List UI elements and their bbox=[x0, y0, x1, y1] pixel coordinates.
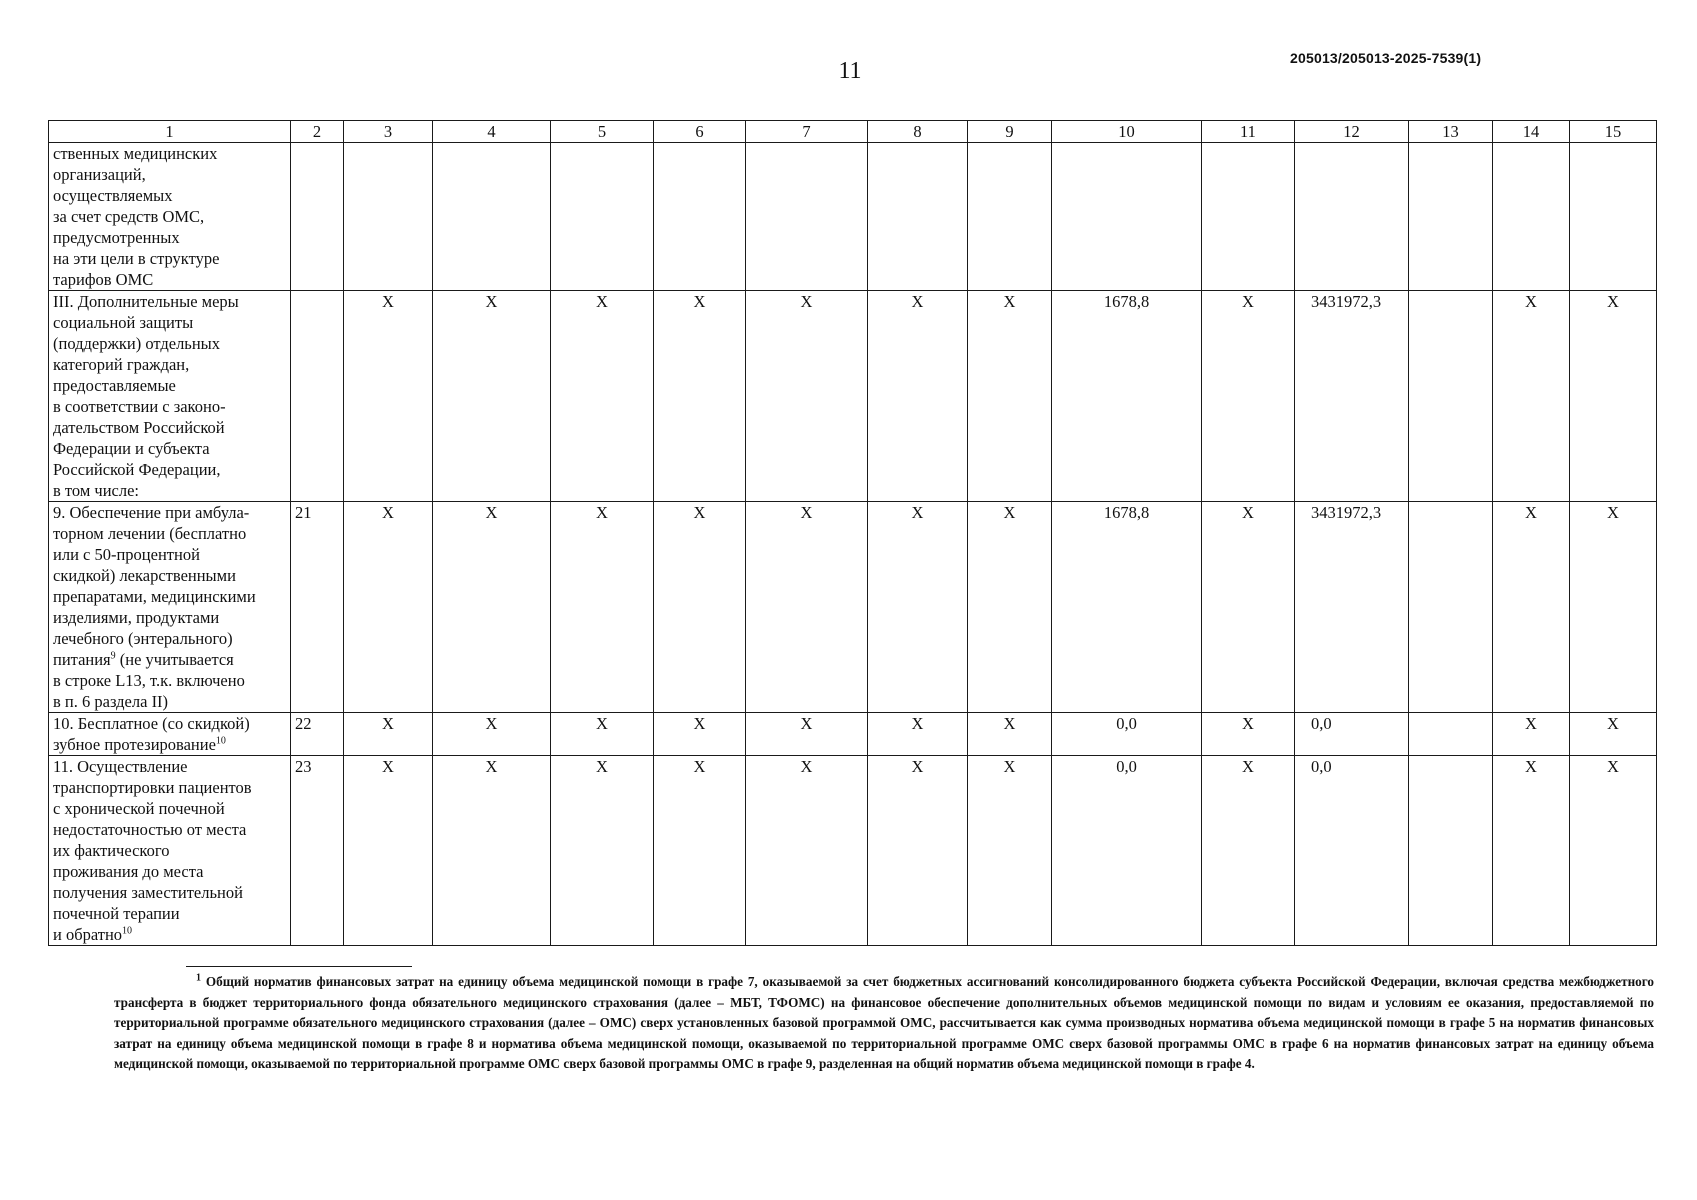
cell-col-13 bbox=[1409, 291, 1493, 502]
cell-col-3: X bbox=[344, 713, 433, 756]
cell-col-15: X bbox=[1570, 291, 1657, 502]
label-line: (поддержки) отдельных bbox=[53, 334, 220, 353]
cell-col-15: X bbox=[1570, 713, 1657, 756]
col-header-5: 5 bbox=[551, 121, 654, 143]
footnote bbox=[114, 972, 1654, 1075]
cell-col-4: X bbox=[433, 713, 551, 756]
label-line: скидкой) лекарственными bbox=[53, 566, 236, 585]
cell-col-9: X bbox=[968, 713, 1052, 756]
label-line: в п. 6 раздела II) bbox=[53, 692, 169, 711]
label-line bbox=[53, 649, 286, 670]
cell-col-10: 0,0 bbox=[1052, 756, 1202, 946]
col-header-8: 8 bbox=[868, 121, 968, 143]
label-line: социальной защиты bbox=[53, 313, 194, 332]
financing-table bbox=[48, 120, 1657, 946]
cell-col-12: 3431972,3 bbox=[1295, 502, 1409, 713]
col-header-6: 6 bbox=[654, 121, 746, 143]
cell-col-9: X bbox=[968, 756, 1052, 946]
cell-col-5: X bbox=[551, 756, 654, 946]
cell-col-11: X bbox=[1202, 713, 1295, 756]
cell-col-15 bbox=[1570, 143, 1657, 291]
label-text: (не учитывается bbox=[115, 650, 234, 669]
cell-col-5 bbox=[551, 143, 654, 291]
label-line: их фактического bbox=[53, 841, 170, 860]
col-header-7: 7 bbox=[746, 121, 868, 143]
label-line: предусмотренных bbox=[53, 228, 180, 247]
col-header-13: 13 bbox=[1409, 121, 1493, 143]
cell-col-14: X bbox=[1493, 713, 1570, 756]
cell-col-9 bbox=[968, 143, 1052, 291]
label-line: категорий граждан, bbox=[53, 355, 190, 374]
cell-col-7: X bbox=[746, 713, 868, 756]
row-label bbox=[49, 502, 291, 713]
cell-col-15: X bbox=[1570, 502, 1657, 713]
label-line: в строке L13, т.к. включено bbox=[53, 671, 245, 690]
label-line: проживания до места bbox=[53, 862, 204, 881]
label-line: дательством Российской bbox=[53, 418, 225, 437]
label-line: тарифов ОМС bbox=[53, 270, 154, 289]
table-row bbox=[49, 713, 1657, 756]
col-header-12: 12 bbox=[1295, 121, 1409, 143]
cell-col-2: 22 bbox=[291, 713, 344, 756]
cell-col-3 bbox=[344, 143, 433, 291]
row-label bbox=[49, 756, 291, 946]
label-line: Федерации и субъекта bbox=[53, 439, 210, 458]
cell-col-10 bbox=[1052, 143, 1202, 291]
label-line: III. Дополнительные меры bbox=[53, 292, 239, 311]
cell-col-8: X bbox=[868, 502, 968, 713]
cell-col-6: X bbox=[654, 502, 746, 713]
label-line: торном лечении (бесплатно bbox=[53, 524, 247, 543]
cell-col-5: X bbox=[551, 502, 654, 713]
cell-col-2: 21 bbox=[291, 502, 344, 713]
label-line bbox=[53, 924, 286, 945]
cell-col-4: X bbox=[433, 756, 551, 946]
cell-col-11: X bbox=[1202, 502, 1295, 713]
table-row bbox=[49, 502, 1657, 713]
footnote-ref: 10 bbox=[215, 735, 226, 747]
cell-col-3: X bbox=[344, 502, 433, 713]
label-line: получения заместительной bbox=[53, 883, 243, 902]
label-line: за счет средств ОМС, bbox=[53, 207, 205, 226]
document-id: 205013/205013-2025-7539(1) bbox=[1290, 50, 1482, 66]
cell-col-7: X bbox=[746, 291, 868, 502]
col-header-4: 4 bbox=[433, 121, 551, 143]
label-line: в соответствии с законо- bbox=[53, 397, 226, 416]
row-label bbox=[49, 291, 291, 502]
cell-col-6 bbox=[654, 143, 746, 291]
col-header-10: 10 bbox=[1052, 121, 1202, 143]
label-line: 10. Бесплатное (со скидкой) bbox=[53, 714, 250, 733]
table-row bbox=[49, 756, 1657, 946]
col-header-2: 2 bbox=[291, 121, 344, 143]
footnote-ref: 9 bbox=[110, 650, 116, 662]
table-row bbox=[49, 143, 1657, 291]
row-label bbox=[49, 713, 291, 756]
label-line: 11. Осуществление bbox=[53, 757, 188, 776]
footnote-marker: 1 bbox=[196, 972, 201, 984]
cell-col-12: 3431972,3 bbox=[1295, 291, 1409, 502]
label-line: предоставляемые bbox=[53, 376, 176, 395]
col-header-15: 15 bbox=[1570, 121, 1657, 143]
cell-col-3: X bbox=[344, 756, 433, 946]
cell-col-4 bbox=[433, 143, 551, 291]
label-line: препаратами, медицинскими bbox=[53, 587, 256, 606]
cell-col-6: X bbox=[654, 291, 746, 502]
cell-col-5: X bbox=[551, 291, 654, 502]
cell-col-14: X bbox=[1493, 291, 1570, 502]
cell-col-15: X bbox=[1570, 756, 1657, 946]
label-line: организаций, bbox=[53, 165, 146, 184]
cell-col-8: X bbox=[868, 756, 968, 946]
label-line: или с 50-процентной bbox=[53, 545, 200, 564]
label-line: почечной терапии bbox=[53, 904, 180, 923]
page-number: 11 bbox=[838, 58, 862, 84]
label-line: лечебного (энтерального) bbox=[53, 629, 233, 648]
col-header-9: 9 bbox=[968, 121, 1052, 143]
cell-col-12: 0,0 bbox=[1295, 713, 1409, 756]
footnote-text: Общий норматив финансовых затрат на единицу объема медицинской помощи в графе 7, оказываемой за счет бюджетных ассигнований консолидированного бюджета субъекта Российской Федерации, включая средства межбюджетного трансферта в бюджет территориального фонда обязательного медицинского страхования (далее – МБТ, ТФОМС) на финансовое обеспечение дополнительных объемов медицинской помощи по видам и условиям ее оказания, предоставляемой по территориальной программе обязательного медицинского страхования (далее – ОМС) сверх установленных базовой программой ОМС, рассчитывается как сумма производных норматива объема медицинской помощи в графе 5 на норматив финансовых затрат на единицу объема медицинской помощи в графе 8 и норматива объема медицинской помощи, оказываемой по территориальной программе ОМС сверх базовой программы ОМС в графе 6 на норматив финансовых затрат на единицу объема медицинской помощи, оказываемой по территориальной программе ОМС сверх базовой программы ОМС в графе 9, разделенная на общий норматив объема медицинской помощи в графе 4. bbox=[114, 974, 1655, 1071]
cell-col-9: X bbox=[968, 502, 1052, 713]
cell-col-8: X bbox=[868, 713, 968, 756]
col-header-14: 14 bbox=[1493, 121, 1570, 143]
cell-col-13 bbox=[1409, 143, 1493, 291]
cell-col-14: X bbox=[1493, 756, 1570, 946]
cell-col-9: X bbox=[968, 291, 1052, 502]
column-number-row bbox=[49, 121, 1657, 143]
cell-col-8: X bbox=[868, 291, 968, 502]
cell-col-5: X bbox=[551, 713, 654, 756]
label-line: на эти цели в структуре bbox=[53, 249, 220, 268]
cell-col-11 bbox=[1202, 143, 1295, 291]
cell-col-6: X bbox=[654, 756, 746, 946]
cell-col-2: 23 bbox=[291, 756, 344, 946]
cell-col-10: 0,0 bbox=[1052, 713, 1202, 756]
label-line: с хронической почечной bbox=[53, 799, 225, 818]
cell-col-14 bbox=[1493, 143, 1570, 291]
cell-col-10: 1678,8 bbox=[1052, 502, 1202, 713]
cell-col-12: 0,0 bbox=[1295, 756, 1409, 946]
label-line: осуществляемых bbox=[53, 186, 173, 205]
cell-col-10: 1678,8 bbox=[1052, 291, 1202, 502]
cell-col-11: X bbox=[1202, 291, 1295, 502]
label-line bbox=[53, 734, 286, 755]
cell-col-14: X bbox=[1493, 502, 1570, 713]
label-line: транспортировки пациентов bbox=[53, 778, 252, 797]
cell-col-13 bbox=[1409, 502, 1493, 713]
cell-col-4: X bbox=[433, 291, 551, 502]
cell-col-11: X bbox=[1202, 756, 1295, 946]
label-line: в том числе: bbox=[53, 481, 140, 500]
footnote-ref: 10 bbox=[122, 925, 133, 937]
label-text: и обратно bbox=[53, 925, 123, 944]
cell-col-6: X bbox=[654, 713, 746, 756]
col-header-3: 3 bbox=[344, 121, 433, 143]
cell-col-12 bbox=[1295, 143, 1409, 291]
cell-col-8 bbox=[868, 143, 968, 291]
label-line: Российской Федерации, bbox=[53, 460, 221, 479]
table-row bbox=[49, 291, 1657, 502]
label-line: 9. Обеспечение при амбула- bbox=[53, 503, 250, 522]
cell-col-2 bbox=[291, 143, 344, 291]
footnote-separator bbox=[186, 966, 412, 967]
row-label bbox=[49, 143, 291, 291]
cell-col-7 bbox=[746, 143, 868, 291]
cell-col-4: X bbox=[433, 502, 551, 713]
label-line: ственных медицинских bbox=[53, 144, 218, 163]
label-text: зубное протезирование bbox=[53, 735, 216, 754]
label-text: питания bbox=[53, 650, 111, 669]
cell-col-13 bbox=[1409, 756, 1493, 946]
cell-col-7: X bbox=[746, 756, 868, 946]
col-header-1: 1 bbox=[49, 121, 291, 143]
label-line: изделиями, продуктами bbox=[53, 608, 220, 627]
cell-col-3: X bbox=[344, 291, 433, 502]
cell-col-7: X bbox=[746, 502, 868, 713]
cell-col-13 bbox=[1409, 713, 1493, 756]
col-header-11: 11 bbox=[1202, 121, 1295, 143]
cell-col-2 bbox=[291, 291, 344, 502]
label-line: недостаточностью от места bbox=[53, 820, 247, 839]
